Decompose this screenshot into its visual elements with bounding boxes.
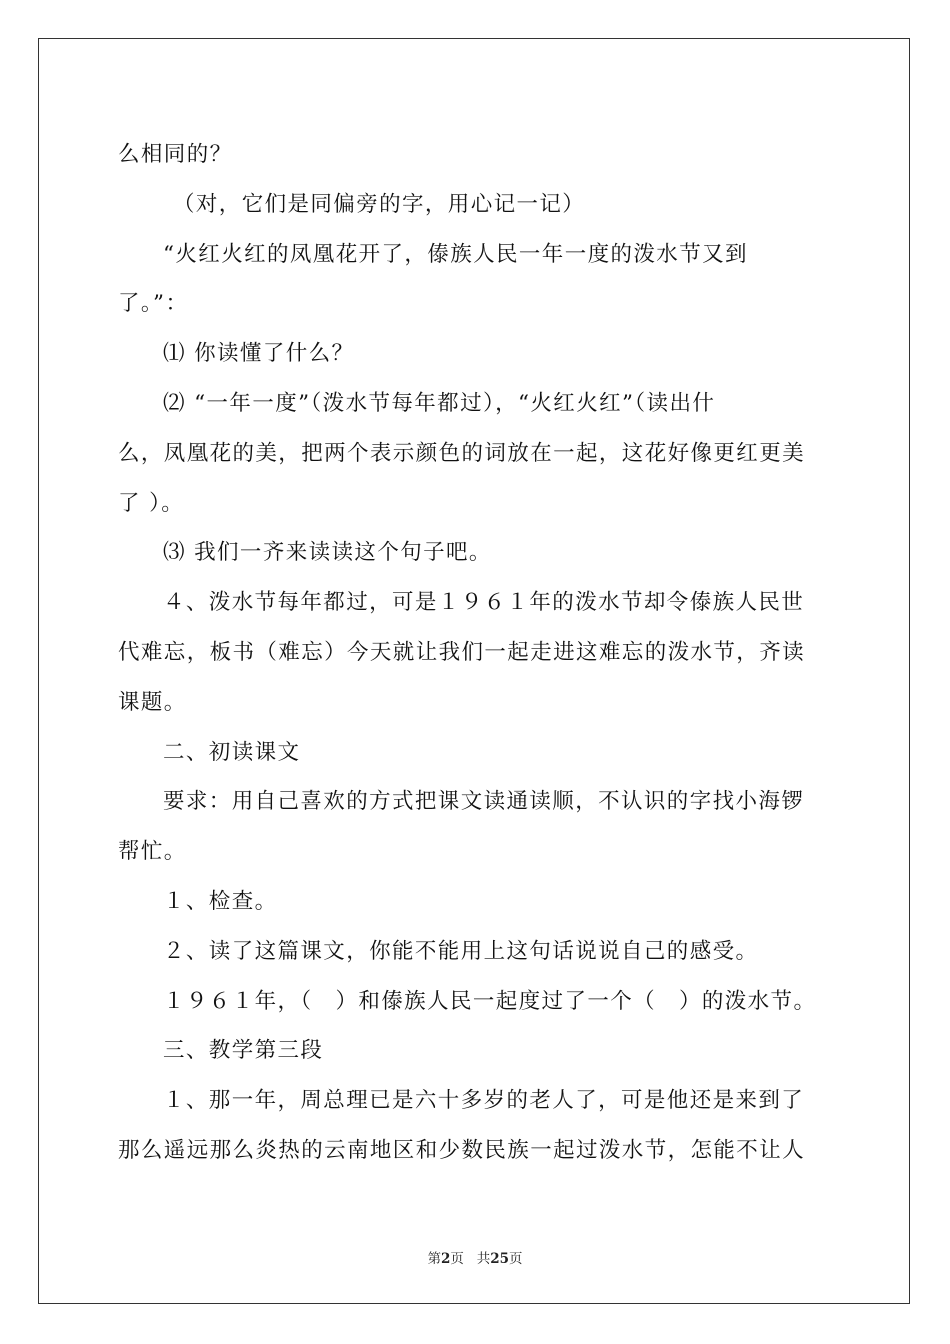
text-line: 那么遥远那么炎热的云南地区和少数民族一起过泼水节，怎能不让人	[118, 1137, 806, 1163]
footer-total-suffix: 页	[509, 1251, 523, 1267]
text-line: 课题。	[118, 689, 187, 715]
text-line: ⑵ “一年一度”（泼水节每年都过），“火红火红”（读出什	[163, 390, 716, 416]
current-page-number: 2	[440, 1251, 451, 1267]
text-line: 么相同的？	[118, 142, 233, 167]
text-line: 了 ）。	[118, 490, 185, 516]
document-body	[118, 130, 838, 1176]
text-line: 代难忘，板书（难忘）今天就让我们一起走进这难忘的泼水节，齐读	[118, 639, 806, 665]
text-line: （对，它们是同偏旁的字，用心记一记）	[173, 191, 586, 217]
text-line: 了。”：	[118, 291, 189, 317]
text-line: 帮忙。	[118, 839, 187, 865]
page-footer	[0, 1247, 950, 1267]
footer-page-suffix: 页	[450, 1251, 464, 1267]
text-line: ⑴ 你读懂了什么？	[163, 341, 355, 367]
text-line: ２、读了这篇课文，你能不能用上这句话说说自己的感受。	[163, 938, 759, 964]
text-line: 要求：用自己喜欢的方式把课文读通读顺，不认识的字找小海锣	[163, 789, 805, 815]
section-heading: 二、初读课文	[163, 739, 301, 765]
text-line: ⑶ 我们一齐来读读这个句子吧。	[163, 540, 492, 566]
text-line: １９６１年，（ ）和傣族人民一起度过了一个（ ）的泼水节。	[163, 988, 817, 1014]
footer-total-prefix: 共	[476, 1251, 491, 1267]
text-line: １、那一年，周总理已是六十多岁的老人了，可是他还是来到了	[163, 1088, 805, 1114]
total-page-count: 25	[490, 1251, 510, 1267]
section-heading: 三、教学第三段	[163, 1038, 324, 1064]
footer-prefix: 第	[427, 1251, 441, 1267]
text-line: １、检查。	[163, 888, 278, 914]
text-line: “火红火红的凤凰花开了，傣族人民一年一度的泼水节又到	[163, 241, 748, 267]
text-line: 么，凤凰花的美，把两个表示颜色的词放在一起，这花好像更红更美	[118, 440, 806, 466]
text-line: ４、泼水节每年都过，可是１９６１年的泼水节却令傣族人民世	[163, 590, 805, 616]
